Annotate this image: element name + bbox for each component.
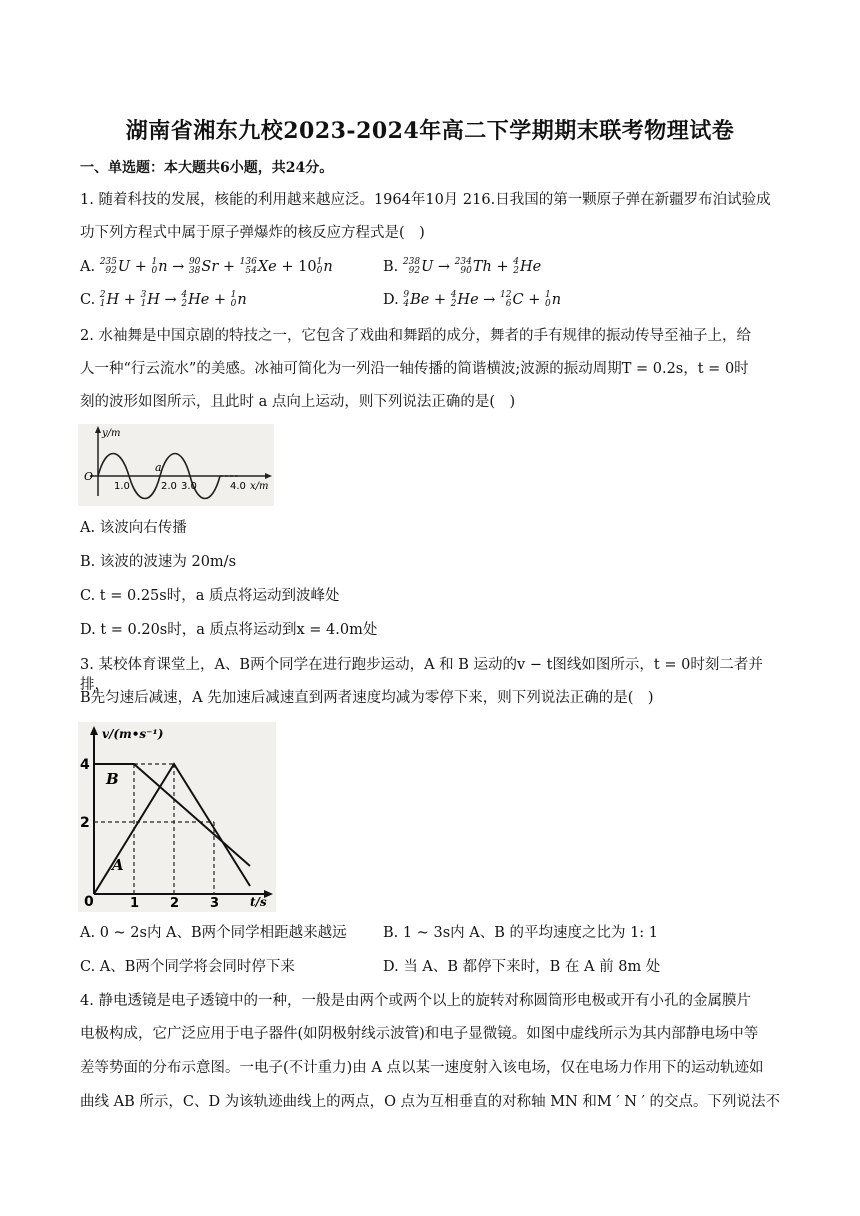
q3-graph-xtick: 3 [210,896,220,911]
q3-stem-line2: B先匀速后减速，A 先加速后减速直到两者速度均减为零停下来，则下列说法正确的是( ) [80,690,654,706]
q1-option-b-label: B. [383,259,399,275]
page-title: 湖南省湘东九校2023-2024年高二下学期期末联考物理试卷 [125,118,735,144]
q3-graph-xlabel: t/s [250,895,267,909]
q1-option-d: D. 9 4 Be + 4 2 He → 12 6 C + 1 0 n [383,290,562,309]
q3-graph-ytick: 4 [80,757,90,773]
q3-graph-xtick: 1 [130,896,140,911]
q1-option-a-label: A. [80,259,96,275]
q4-stem-line1: 4. 静电透镜是电子透镜中的一种，一般是由两个或两个以上的旋转对称圆筒形电极或开有小孔的金属膜片 [80,993,751,1009]
q2-option-c: C. t = 0.25s时，a 质点将运动到波峰处 [80,588,340,604]
q3-graph-label-a: A [112,856,124,874]
q4-stem-line2: 电极构成，它广泛应用于电子器件(如阴极射线示波管)和电子显微镜。如图中虚线所示为其内部静电场中等 [80,1026,759,1042]
q2-option-d: D. t = 0.20s时，a 质点将运动到x = 4.0m处 [80,622,378,638]
q3-option-b: B. 1 ~ 3s内 A、B 的平均速度之比为 1: 1 [383,925,659,941]
q2-graph-origin: O [84,470,94,483]
q1-option-c-label: C. [80,292,96,308]
q2-wave-graph [78,424,274,506]
q2-stem-line3: 刻的波形如图所示，且此时 a 点向上运动，则下列说法正确的是( ) [80,394,516,410]
q1-option-c: C. 2 1 H + 3 1 H → 4 2 He + 1 0 n [80,290,247,309]
q3-option-c: C. A、B两个同学将会同时停下来 [80,959,295,975]
q1-stem-line1: 1. 随着科技的发展，核能的利用越来越应泛。1964年10月 216.日我国的第一颗原子弹在新疆罗布泊试验成 [80,192,771,208]
q3-graph-origin: 0 [84,894,94,910]
q3-vt-graph [78,722,276,912]
q3-option-d: D. 当 A、B 都停下来时，B 在 A 前 8m 处 [383,959,661,975]
q3-stem-line1: 3. 某校体育课堂上，A、B两个同学在进行跑步运动，A 和 B 运动的v − t图线如图所示，t = 0时刻二者并排， [80,657,763,693]
q1-stem-line2: 功下列方程式中属于原子弹爆炸的核反应方程式是( ) [80,225,425,241]
q2-graph-tick: 1.0 [114,481,130,492]
q2-stem-line1: 2. 水袖舞是中国京剧的特技之一，它包含了戏曲和舞蹈的成分，舞者的手有规律的振动传导至袖子上，给 [80,328,751,344]
q1-option-d-label: D. [383,292,399,308]
q2-graph-tick: 2.0 [161,481,177,492]
q2-graph-ylabel: y/m [102,428,121,439]
q2-option-b: B. 该波的波速为 20m/s [80,554,237,570]
section-heading: 一、单选题：本大题共6小题，共24分。 [80,160,334,176]
q3-graph-ytick: 2 [80,815,90,831]
q4-stem-line4: 曲线 AB 所示，C、D 为该轨迹曲线上的两点，O 点为互相垂直的对称轴 MN 和M ′ N ′ 的交点。下列说法不 [80,1094,780,1110]
q3-graph-label-b: B [106,770,119,788]
q2-option-a: A. 该波向右传播 [80,520,187,536]
q2-stem-line2: 人一种“行云流水”的美感。冰袖可简化为一列沿一轴传播的简谐横波;波源的振动周期T = 0.2s，t = 0时 [80,361,749,377]
q1-option-b: B. 238 92 U → 234 90 Th + 4 2 He [383,257,542,276]
q3-graph-ylabel: v/(m•s⁻¹) [102,727,164,741]
q2-graph-xlabel: x/m [250,481,269,492]
q3-option-a: A. 0 ~ 2s内 A、B两个同学相距越来越远 [80,925,347,941]
q2-graph-tick: 4.0 [230,481,246,492]
q2-graph-tick: 3.0 [181,481,197,492]
q2-graph-point-a: a [155,461,162,474]
q1-option-a: A. 235 92 U + 1 0 n → 90 38 Sr + 136 54 Xe + 10 1 0 n [80,257,333,276]
q4-stem-line3: 差等势面的分布示意图。一电子(不计重力)由 A 点以某一速度射入该电场，仅在电场力作用下的运动轨迹如 [80,1060,764,1076]
q3-graph-xtick: 2 [170,896,180,911]
